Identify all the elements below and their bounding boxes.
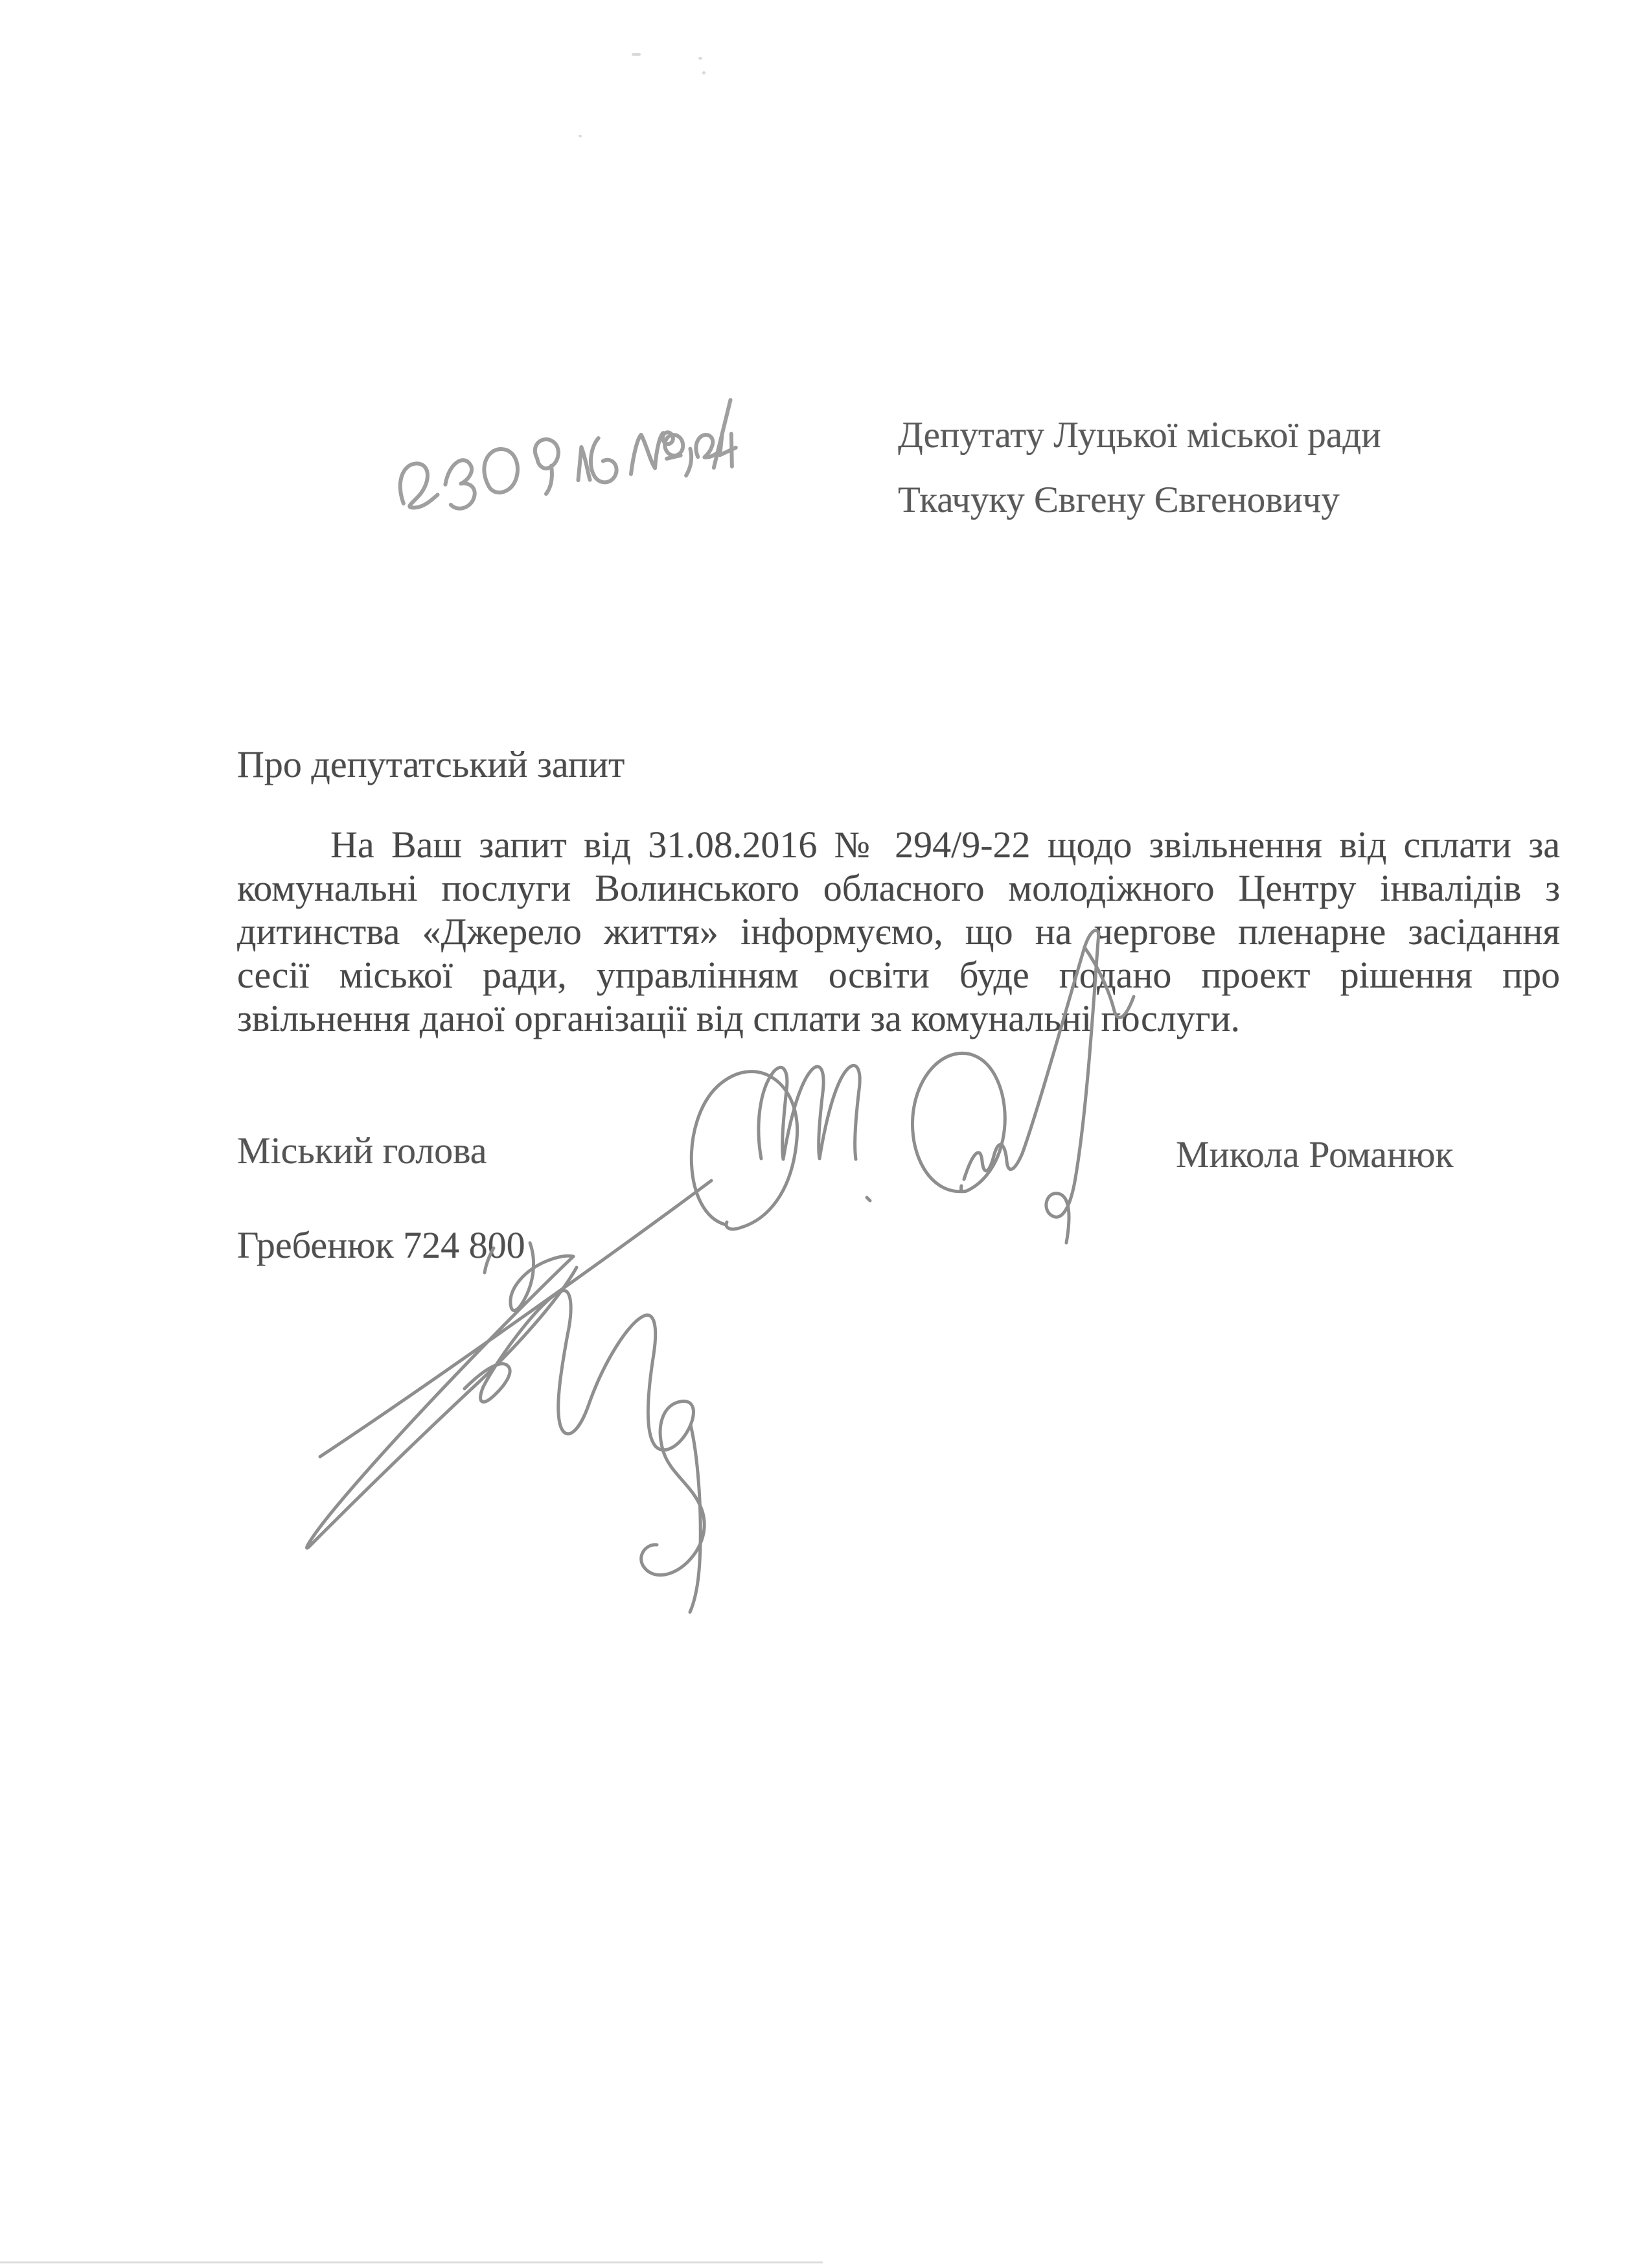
body-line: На Ваш запит від 31.08.2016 № 294/9-22 щодо звільнення від сплати за xyxy=(330,824,1560,866)
body-line: комунальні послуги Волинського обласного молодіжного Центру інвалідів з xyxy=(237,867,1560,909)
scan-edge-artifact xyxy=(0,2261,823,2263)
executor-signature xyxy=(306,1243,704,1612)
signoff-name: Микола Романюк xyxy=(1176,1133,1454,1175)
scan-speck xyxy=(702,71,706,75)
body-line: сесії міської ради, управлінням освіти буде подано проект рішення про xyxy=(237,954,1560,996)
recipient-line-2: Ткачуку Євгену Євгеновичу xyxy=(898,480,1340,520)
handwritten-registration-number xyxy=(378,353,756,542)
recipient-line-1: Депутату Луцької міської ради xyxy=(898,415,1381,456)
scan-speck xyxy=(632,53,641,56)
scan-speck xyxy=(698,57,702,60)
handwriting-scrawl xyxy=(378,353,756,542)
subject-line: Про депутатський запит xyxy=(237,743,625,785)
executor-contact: Гребенюк 724 800 xyxy=(237,1224,525,1266)
scan-speck xyxy=(579,135,582,137)
recipient-block xyxy=(898,403,1390,533)
body-paragraph xyxy=(237,823,1560,1040)
body-line: дитинства «Джерело життя» інформуємо, що на чергове пленарне засідання xyxy=(237,910,1560,953)
body-line: звільнення даної організації від сплати за комунальні послуги. xyxy=(237,997,1241,1039)
signoff-title: Міський голова xyxy=(237,1129,487,1172)
